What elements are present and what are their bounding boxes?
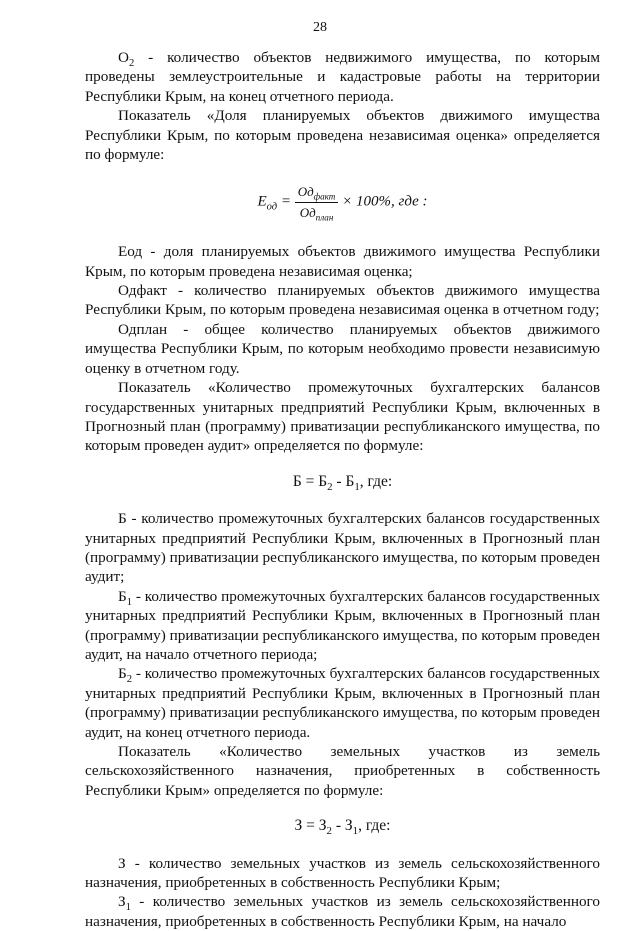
formula-z: $З = З_2 - З_1$, где:: [294, 817, 391, 838]
definition-odfakt: Одфакт - количество планируемых объектов движимого имущества Республики Крым, по которым проведена независимая оценка в отчетном году;: [85, 282, 600, 319]
definition-b: Б - количество промежуточных бухгалтерских балансов государственных унитарных предприятий Республики Крым, включенных в Прогнозный план (программу) приватизации республиканского имущества, по которым проведен аудит;: [85, 510, 600, 586]
fraction: $\frac{Од_{факт}}{Од_{план}}$: [295, 182, 339, 222]
definition-b1: $Б_1$ - количество промежуточных бухгалтерских балансов государственных унитарных предприятий Республики Крым, включенных в Прогнозный план (программу) приватизации республиканского имущества, по которым проведен аудит, на начало отчетного периода;: [85, 587, 600, 663]
indicator-eod-paragraph: Показатель «Доля планируемых объектов движимого имущества Республики Крым, по которым проведена независимая оценка» определяется по формуле:: [85, 107, 600, 164]
definition-z: З - количество земельных участков из земель сельскохозяйственного назначения, приобретенных в собственность Республики Крым;: [85, 854, 600, 892]
document-body: [85, 48, 600, 931]
definition-z1: $З_1$ - количество земельных участков из земель сельскохозяйственного назначения, приобретенных в собственность Республики Крым, на начало: [85, 893, 600, 930]
indicator-b-paragraph: Показатель «Количество промежуточных бухгалтерских балансов государственных унитарных предприятий Республики Крым, включенных в Прогнозный план (программу) приватизации республиканского имущества, по которым проведен аудит» определяется по формуле:: [85, 379, 600, 455]
definition-eod: Еод - доля планируемых объектов движимого имущества Республики Крым, по которым проведена независимая оценка;: [85, 243, 600, 280]
formula-b: $Б = Б_2 - Б_1$, где:: [292, 472, 393, 493]
definition-o2: $О_2$ - количество объектов недвижимого имущества, по которым проведены землеустроительные и кадастровые работы на территории Республики Крым, на конец отчетного периода.: [85, 49, 600, 105]
formula-eod: $E_{од}$ = $\frac{Од_{факт}}{Од_{план}}$ × 100%, где :: [257, 184, 428, 223]
definition-odplan: Одплан - общее количество планируемых объектов движимого имущества Республики Крым, по которым необходимо провести независимую оценку в отчетном году.: [85, 320, 600, 377]
indicator-z-paragraph: Показатель «Количество земельных участков из земель сельскохозяйственного назначения, приобретенных в собственность Республики Крым» определяется по формуле:: [85, 743, 600, 799]
definition-b2: $Б_2$ - количество промежуточных бухгалтерских балансов государственных унитарных предприятий Республики Крым, включенных в Прогнозный план (программу) приватизации республиканского имущества, по которым проведен аудит, на конец отчетного периода.: [85, 665, 600, 741]
page-number: 28: [313, 20, 327, 35]
